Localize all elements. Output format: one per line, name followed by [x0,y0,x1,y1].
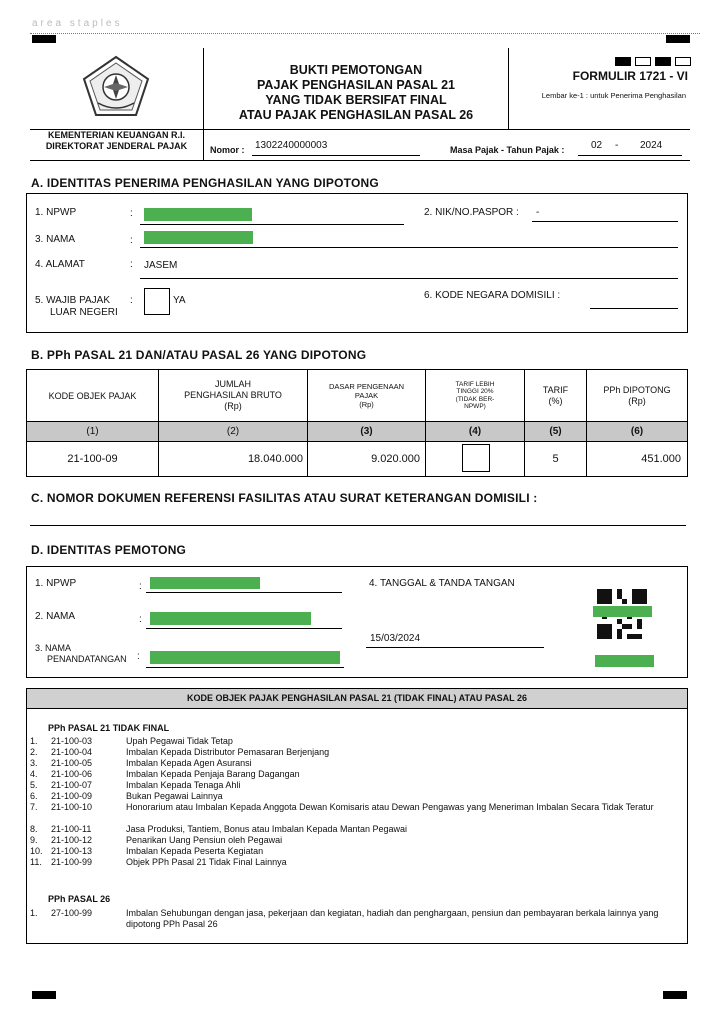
cell-dpp: 9.020.000 [371,453,420,465]
ministry-emblem-icon [80,55,152,119]
list-item-number: 8. [30,824,38,834]
ya-label: YA [173,295,186,306]
nik-underline [532,221,678,222]
header-rule [30,160,690,161]
cell-pph: 451.000 [641,453,681,465]
nik-label: 2. NIK/NO.PASPOR : [424,207,519,218]
form-mark [675,57,691,66]
colon: : [137,651,140,662]
tanggal-underline [366,647,544,648]
top-dotted-line [30,33,700,34]
list-item-number: 3. [30,758,38,768]
title-line: PAJAK PENGHASILAN PASAL 21 [257,78,455,92]
nomor-value: 1302240000003 [255,140,328,151]
colon: : [130,208,133,219]
section-a-box [26,193,688,333]
list-item-number: 11. [30,857,42,867]
pemotong-nama-underline [146,628,342,629]
col-header-pph: PPh DIPOTONG (Rp) [603,384,671,406]
list-item-number: 9. [30,835,38,845]
section-c-title: C. NOMOR DOKUMEN REFERENSI FASILITAS ATAU SURAT KETERANGAN DOMISILI : [31,491,538,505]
col-number: (4) [468,426,482,437]
list-item-description: Imbalan Kepada Agen Asuransi [126,758,252,768]
col-number: (3) [360,426,373,437]
colon: : [139,581,142,592]
npwp-redacted [144,208,252,221]
form-mark [615,57,631,66]
sheet-note: Lembar ke-1 : untuk Penerima Penghasilan [541,91,686,100]
directorate-name: DIREKTORAT JENDERAL PAJAK [45,141,188,151]
col-header-kode: KODE OBJEK PAJAK [48,390,137,401]
corner-mark [32,35,56,43]
group2-title: PPh PASAL 26 [48,894,111,904]
col-header-dpp: DASAR PENGENAAN PAJAK (Rp) [328,382,405,409]
wajib-pajak-label: LUAR NEGERI [50,307,118,318]
list-item-description: Honorarium atau Imbalan Kepada Anggota Dewan Komisaris atau Dewan Pengawas yang Meneriman Imbalan Secara Tidak Teratur [126,802,654,812]
negara-underline [590,308,678,309]
masa-label: Masa Pajak - Tahun Pajak : [450,145,565,155]
penandatangan-redacted [150,651,340,664]
list-item-number: 5. [30,780,38,790]
penandatangan-underline [146,667,344,668]
cell-tarif: 5 [552,453,559,465]
ministry-name: KEMENTERIAN KEUANGAN R.I. [47,130,185,140]
alamat-underline [140,278,678,279]
nik-value: - [536,207,540,218]
list-item-description: Imbalan Kepada Distributor Pemasaran Berjenjang [126,747,330,757]
colon: : [139,614,142,625]
alamat-value: JASEM [144,260,178,271]
nama-redacted [144,231,253,244]
signature-redacted [595,655,654,667]
list-item-code: 21-100-04 [51,747,93,757]
title-line: BUKTI PEMOTONGAN [289,63,423,77]
list-item-code: 21-100-06 [51,769,93,779]
npwp-label: 1. NPWP [35,207,77,218]
nama-label: 3. NAMA [35,234,76,245]
list-item-description: Objek PPh Pasal 21 Tidak Final Lainnya [126,857,287,867]
col-number: (6) [630,426,644,437]
list-item-description: Imbalan Kepada Tenaga Ahli [126,780,241,790]
luar-negeri-checkbox[interactable] [144,288,170,315]
qr-code-redacted [593,606,652,617]
corner-mark [666,35,690,43]
list-item-code: 21-100-07 [51,780,93,790]
reference-title: KODE OBJEK PAJAK PENGHASILAN PASAL 21 (TIDAK FINAL) ATAU PASAL 26 [186,693,528,703]
list-item-code: 21-100-11 [51,824,92,834]
colon: : [130,235,133,246]
pemotong-npwp-redacted [150,577,260,589]
col-number: (1) [86,426,99,437]
pemotong-nama-label: 2. NAMA [35,611,76,622]
col-header-bruto: JUMLAH PENGHASILAN BRUTO (Rp) [184,379,282,411]
cell-kode: 21-100-09 [67,453,118,465]
colon: : [130,259,133,270]
list-item-description: Upah Pegawai Tidak Tetap [126,736,233,746]
col-number: (2) [226,426,240,437]
list-item-number: 2. [30,747,38,757]
list-item-code: 21-100-03 [51,736,93,746]
title-line: YANG TIDAK BERSIFAT FINAL [265,93,447,107]
pemotong-nama-redacted [150,612,311,625]
penandatangan-label: 3. NAMA [35,643,72,653]
list-item-number: 1. [30,736,38,746]
pemotong-npwp-label: 1. NPWP [35,578,77,589]
tanggal-label: 4. TANGGAL & TANDA TANGAN [369,578,515,589]
col-header-tarif-20: TARIF LEBIH TINGGI 20% (TIDAK BER- NPWP) [455,380,495,410]
cell-bruto: 18.040.000 [247,453,303,465]
penandatangan-label: PENANDATANGAN [47,654,127,664]
tanggal-value: 15/03/2024 [370,633,421,644]
list-item-description: Imbalan Sehubungan dengan jasa, pekerjaan dan kegiatan, hadiah dan penghargaan, pensiun dan pembayaran berkala lainnya yang dipotong PPh Pasal 26 [126,908,659,929]
list-item-code: 21-100-10 [51,802,93,812]
col-header-tarif: TARIF (%) [542,384,569,406]
section-d-title: D. IDENTITAS PEMOTONG [31,543,187,557]
nomor-label: Nomor : [210,145,245,155]
npwp-underline [140,224,404,225]
list-item-description: Imbalan Kepada Penjaja Barang Dagangan [126,769,300,779]
group1-title: PPh PASAL 21 TIDAK FINAL [48,723,170,733]
form-code: FORMULIR 1721 - VI [572,69,688,83]
section-b-title: B. PPh PASAL 21 DAN/ATAU PASAL 26 YANG DIPOTONG [31,348,367,362]
list-item-number: 10. [30,846,43,856]
document-title [204,63,508,123]
list-item-description: Penarikan Uang Pensiun oleh Pegawai [126,835,283,845]
negara-label: 6. KODE NEGARA DOMISILI : [424,290,561,301]
form-mark [635,57,651,66]
list-item-description: Bukan Pegawai Lainnya [126,791,223,801]
section-a-title: A. IDENTITAS PENERIMA PENGHASILAN YANG DIPOTONG [31,176,379,190]
nomor-underline [252,155,420,156]
list-item-code: 21-100-13 [51,846,93,856]
list-item-number: 6. [30,791,38,801]
list-item-code: 21-100-05 [51,758,93,768]
tarif-20-checkbox[interactable] [462,444,490,472]
masa-separator: - [615,140,619,151]
list-item-code: 21-100-12 [51,835,93,845]
pemotong-npwp-underline [146,592,342,593]
wajib-pajak-label: 5. WAJIB PAJAK [35,295,111,306]
masa-underline [578,155,682,156]
section-c-underline [30,525,686,526]
alamat-label: 4. ALAMAT [35,259,85,270]
title-line: ATAU PAJAK PENGHASILAN PASAL 26 [238,108,474,122]
col-number: (5) [549,426,562,437]
list-item-code: 27-100-99 [51,908,93,918]
list-item-code: 21-100-09 [51,791,93,801]
form-mark [655,57,671,66]
header-divider [508,48,509,130]
list-item-number: 7. [30,802,38,812]
list-item-number: 1. [30,908,38,918]
tahun-value: 2024 [640,140,663,151]
nama-underline [140,247,678,248]
list-item-description: Imbalan Kepada Peserta Kegiatan [126,846,264,856]
corner-mark [663,991,687,999]
list-item-number: 4. [30,769,38,779]
list-item-description: Jasa Produksi, Tantiem, Bonus atau Imbalan Kepada Mantan Pegawai [126,824,408,834]
list-item-code: 21-100-99 [51,857,93,867]
masa-value: 02 [591,140,603,151]
colon: : [130,295,133,306]
corner-mark [32,991,56,999]
watermark: area staples [32,18,123,29]
